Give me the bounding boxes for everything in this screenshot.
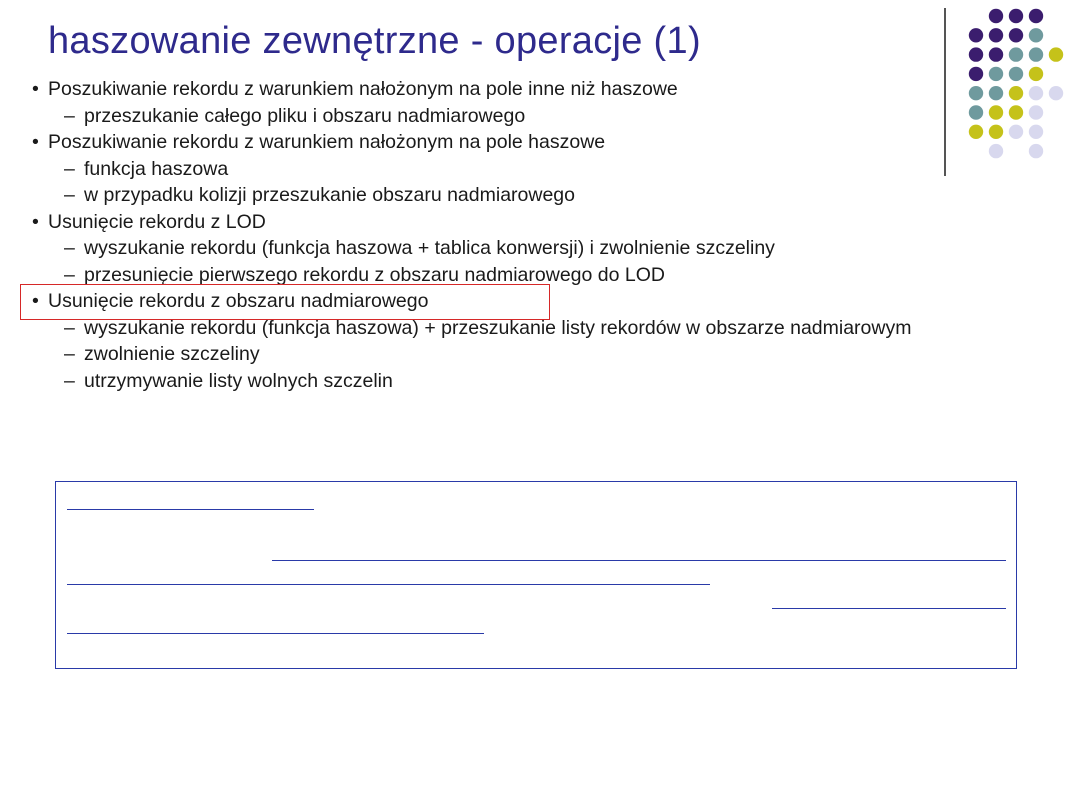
decorative-dot	[1029, 125, 1043, 139]
highlight-box	[20, 284, 550, 320]
sub-bullet-text: zwolnienie szczeliny	[84, 343, 260, 365]
decorative-dot	[1009, 28, 1023, 42]
decorative-dot	[1029, 86, 1043, 100]
decorative-dot	[1029, 28, 1043, 42]
notes-link-line[interactable]	[772, 608, 1006, 609]
sub-bullet-item: – wyszukanie rekordu (funkcja haszowa + tablica konwersji) i zwolnienie szczeliny	[64, 237, 775, 259]
decorative-dot	[969, 28, 983, 42]
sub-bullet-text: przesunięcie pierwszego rekordu z obszaru nadmiarowego do LOD	[84, 263, 665, 286]
notes-link-line[interactable]	[67, 633, 484, 634]
decorative-dot	[989, 105, 1003, 119]
sub-bullet-item: – w przypadku kolizji przeszukanie obszaru nadmiarowego	[64, 184, 575, 206]
bullet-list	[30, 76, 984, 394]
decorative-dot	[1029, 105, 1043, 119]
notes-link-line[interactable]	[67, 584, 710, 585]
decorative-dot	[1009, 86, 1023, 100]
decorative-dot	[1029, 144, 1043, 158]
decorative-dot	[1009, 47, 1023, 61]
sub-bullet-text: utrzymywanie listy wolnych szczelin	[84, 369, 393, 392]
decorative-dot	[989, 9, 1003, 23]
sub-bullet-text: wyszukanie rekordu (funkcja haszowa + tablica konwersji) i zwolnienie szczeliny	[84, 237, 775, 259]
bullet-item: • Usunięcie rekordu z LOD	[30, 209, 984, 236]
decorative-dot	[1009, 125, 1023, 139]
decorative-dot	[989, 47, 1003, 61]
decorative-dot	[1009, 67, 1023, 81]
notes-link-line[interactable]	[272, 560, 1006, 561]
decorative-dot	[1009, 9, 1023, 23]
sub-bullet-text: przeszukanie całego pliku i obszaru nadmiarowego	[84, 104, 526, 127]
sub-bullet-text: funkcja haszowa	[84, 157, 229, 180]
slide-title: haszowanie zewnętrzne - operacje (1)	[48, 20, 701, 62]
notes-box	[55, 481, 1017, 669]
decorative-dot	[989, 125, 1003, 139]
sub-bullet-item: – wyszukanie rekordu (funkcja haszowa) + przeszukanie listy rekordów w obszarze nadmiarowym	[64, 316, 912, 339]
decorative-dot	[1029, 67, 1043, 81]
sub-bullet-item: – zwolnienie szczeliny	[64, 343, 260, 365]
sub-bullet-text: w przypadku kolizji przeszukanie obszaru nadmiarowego	[84, 184, 575, 206]
bullet-item: • Poszukiwanie rekordu z warunkiem nałożonym na pole inne niż haszowe	[30, 76, 984, 103]
decorative-dot	[1029, 47, 1043, 61]
sub-bullet-item: – utrzymywanie listy wolnych szczelin	[64, 369, 393, 392]
decorative-dot	[1009, 105, 1023, 119]
decorative-dot	[989, 86, 1003, 100]
bullet-item-highlighted: • Usunięcie rekordu z obszaru nadmiarowego	[30, 288, 984, 315]
decorative-dot	[989, 28, 1003, 42]
sub-bullet-item: – przeszukanie całego pliku i obszaru nadmiarowego	[64, 104, 526, 127]
sub-bullet-item: – funkcja haszowa	[64, 157, 229, 180]
decorative-dot	[989, 67, 1003, 81]
sub-bullet-text: wyszukanie rekordu (funkcja haszowa) + przeszukanie listy rekordów w obszarze nadmiarowym	[84, 316, 912, 339]
decorative-dot	[969, 47, 983, 61]
decorative-dot	[989, 144, 1003, 158]
decorative-dot	[1049, 86, 1063, 100]
sub-bullet-item: – przesunięcie pierwszego rekordu z obszaru nadmiarowego do LOD	[64, 263, 665, 286]
decorative-dot	[1049, 47, 1063, 61]
decorative-dot	[1029, 9, 1043, 23]
notes-link-line[interactable]	[67, 509, 314, 510]
bullet-item: • Poszukiwanie rekordu z warunkiem nałożonym na pole haszowe	[30, 129, 984, 156]
